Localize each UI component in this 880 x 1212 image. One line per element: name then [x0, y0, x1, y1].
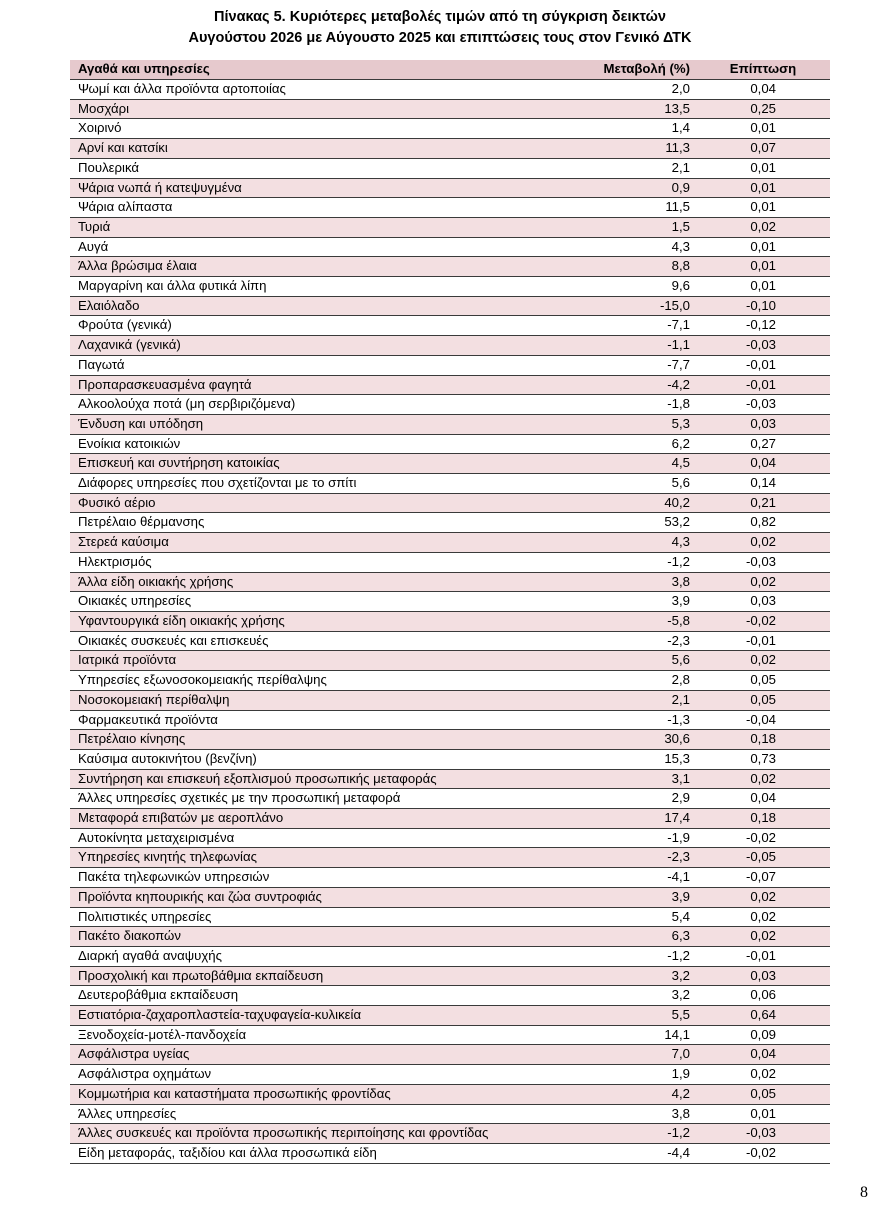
cell-change: 2,1	[572, 690, 696, 710]
cell-change: 4,3	[572, 237, 696, 257]
cell-impact: 0,02	[696, 1065, 830, 1085]
table-row	[70, 868, 830, 888]
table-row	[70, 1006, 830, 1026]
cell-item: Εστιατόρια-ζαχαροπλαστεία-ταχυφαγεία-κυλικεία	[70, 1006, 572, 1026]
cell-item: Καύσιμα αυτοκινήτου (βενζίνη)	[70, 749, 572, 769]
cell-change: 8,8	[572, 257, 696, 277]
cell-change: 4,5	[572, 454, 696, 474]
table-row	[70, 1084, 830, 1104]
cell-item: Πολιτιστικές υπηρεσίες	[70, 907, 572, 927]
cell-change: 1,9	[572, 1065, 696, 1085]
cell-change: 2,8	[572, 671, 696, 691]
table-row	[70, 809, 830, 829]
cell-impact: -0,12	[696, 316, 830, 336]
cell-impact: 0,01	[696, 257, 830, 277]
table-row	[70, 513, 830, 533]
table-row	[70, 1143, 830, 1163]
table-row	[70, 296, 830, 316]
table-row	[70, 414, 830, 434]
cell-impact: 0,03	[696, 414, 830, 434]
cell-item: Κομμωτήρια και καταστήματα προσωπικής φροντίδας	[70, 1084, 572, 1104]
cell-change: -1,2	[572, 552, 696, 572]
cell-impact: 0,05	[696, 671, 830, 691]
cell-item: Άλλες υπηρεσίες σχετικές με την προσωπική μεταφορά	[70, 789, 572, 809]
cell-item: Ψωμί και άλλα προϊόντα αρτοποιίας	[70, 80, 572, 100]
table-row	[70, 946, 830, 966]
table-row	[70, 533, 830, 553]
header-item: Αγαθά και υπηρεσίες	[70, 60, 572, 80]
table-row	[70, 552, 830, 572]
cell-item: Πετρέλαιο κίνησης	[70, 730, 572, 750]
table-row	[70, 1025, 830, 1045]
cell-impact: 0,21	[696, 493, 830, 513]
cell-change: 30,6	[572, 730, 696, 750]
cell-change: 5,4	[572, 907, 696, 927]
cell-change: -4,2	[572, 375, 696, 395]
table-row	[70, 1065, 830, 1085]
table-row	[70, 99, 830, 119]
cell-item: Άλλες συσκευές και προϊόντα προσωπικής περιποίησης και φροντίδας	[70, 1124, 572, 1144]
table-row	[70, 730, 830, 750]
cell-impact: 0,02	[696, 217, 830, 237]
cell-impact: 0,18	[696, 809, 830, 829]
cell-impact: 0,03	[696, 592, 830, 612]
cell-impact: 0,05	[696, 1084, 830, 1104]
cell-change: 5,6	[572, 474, 696, 494]
cell-change: 6,2	[572, 434, 696, 454]
cell-impact: -0,01	[696, 375, 830, 395]
cell-impact: -0,02	[696, 828, 830, 848]
cell-item: Φρούτα (γενικά)	[70, 316, 572, 336]
cell-change: -5,8	[572, 611, 696, 631]
cell-item: Ψάρια νωπά ή κατεψυγμένα	[70, 178, 572, 198]
cell-impact: 0,01	[696, 178, 830, 198]
cell-impact: 0,73	[696, 749, 830, 769]
cell-impact: -0,03	[696, 552, 830, 572]
page-number: 8	[860, 1184, 868, 1201]
table-row	[70, 119, 830, 139]
cell-impact: -0,07	[696, 868, 830, 888]
table-row	[70, 611, 830, 631]
table-row	[70, 631, 830, 651]
cell-impact: 0,09	[696, 1025, 830, 1045]
cell-impact: 0,02	[696, 651, 830, 671]
cell-change: 1,5	[572, 217, 696, 237]
table-row	[70, 690, 830, 710]
cell-item: Διάφορες υπηρεσίες που σχετίζονται με το σπίτι	[70, 474, 572, 494]
table-row	[70, 1045, 830, 1065]
table-row	[70, 257, 830, 277]
table-row	[70, 80, 830, 100]
cell-item: Ενοίκια κατοικιών	[70, 434, 572, 454]
cell-change: 5,5	[572, 1006, 696, 1026]
cell-impact: 0,01	[696, 1104, 830, 1124]
cell-change: 11,3	[572, 139, 696, 159]
cell-change: 4,3	[572, 533, 696, 553]
cell-change: -15,0	[572, 296, 696, 316]
cell-impact: 0,04	[696, 454, 830, 474]
cell-item: Υπηρεσίες κινητής τηλεφωνίας	[70, 848, 572, 868]
title-line-1: Πίνακας 5. Κυριότερες μεταβολές τιμών από τη σύγκριση δεικτών	[214, 9, 666, 25]
cell-item: Ψάρια αλίπαστα	[70, 198, 572, 218]
cell-impact: 0,02	[696, 769, 830, 789]
table-row	[70, 198, 830, 218]
table-row	[70, 572, 830, 592]
cell-change: -1,2	[572, 946, 696, 966]
cell-item: Ελαιόλαδο	[70, 296, 572, 316]
cell-impact: 0,01	[696, 158, 830, 178]
table-row	[70, 828, 830, 848]
cell-item: Πακέτο διακοπών	[70, 927, 572, 947]
cell-impact: -0,01	[696, 631, 830, 651]
cell-impact: -0,10	[696, 296, 830, 316]
cell-item: Αυτοκίνητα μεταχειρισμένα	[70, 828, 572, 848]
cell-item: Μοσχάρι	[70, 99, 572, 119]
cell-change: 5,3	[572, 414, 696, 434]
cell-item: Μεταφορά επιβατών με αεροπλάνο	[70, 809, 572, 829]
cell-change: 15,3	[572, 749, 696, 769]
cell-item: Ξενοδοχεία-μοτέλ-πανδοχεία	[70, 1025, 572, 1045]
cell-change: 3,2	[572, 966, 696, 986]
table-row	[70, 139, 830, 159]
cell-impact: 0,18	[696, 730, 830, 750]
cell-change: 2,9	[572, 789, 696, 809]
cell-impact: -0,03	[696, 336, 830, 356]
table-row	[70, 749, 830, 769]
cell-change: -1,8	[572, 395, 696, 415]
cell-item: Νοσοκομειακή περίθαλψη	[70, 690, 572, 710]
title-line-2: Αυγούστου 2026 με Αύγουστο 2025 και επιπτώσεις τους στον Γενικό ΔΤΚ	[188, 30, 692, 46]
cell-item: Παγωτά	[70, 355, 572, 375]
cell-impact: -0,01	[696, 355, 830, 375]
cell-impact: 0,02	[696, 887, 830, 907]
cell-item: Υφαντουργικά είδη οικιακής χρήσης	[70, 611, 572, 631]
table-row	[70, 769, 830, 789]
price-changes-table	[70, 60, 830, 1164]
cell-impact: -0,01	[696, 946, 830, 966]
cell-change: 40,2	[572, 493, 696, 513]
cell-impact: 0,01	[696, 237, 830, 257]
table-row	[70, 671, 830, 691]
cell-change: 9,6	[572, 277, 696, 297]
cell-item: Ηλεκτρισμός	[70, 552, 572, 572]
cell-change: -2,3	[572, 631, 696, 651]
cell-impact: 0,01	[696, 277, 830, 297]
cell-impact: -0,04	[696, 710, 830, 730]
cell-change: -1,9	[572, 828, 696, 848]
cell-impact: 0,06	[696, 986, 830, 1006]
table-row	[70, 237, 830, 257]
cell-change: -7,7	[572, 355, 696, 375]
cell-change: 6,3	[572, 927, 696, 947]
cell-impact: 0,04	[696, 1045, 830, 1065]
cell-item: Ιατρικά προϊόντα	[70, 651, 572, 671]
cell-item: Φαρμακευτικά προϊόντα	[70, 710, 572, 730]
cell-item: Ένδυση και υπόδηση	[70, 414, 572, 434]
table-row	[70, 336, 830, 356]
cell-change: 11,5	[572, 198, 696, 218]
cell-item: Πουλερικά	[70, 158, 572, 178]
cell-impact: 0,01	[696, 198, 830, 218]
cell-item: Ασφάλιστρα οχημάτων	[70, 1065, 572, 1085]
table-row	[70, 789, 830, 809]
cell-impact: -0,03	[696, 395, 830, 415]
table-row	[70, 986, 830, 1006]
cell-item: Αρνί και κατσίκι	[70, 139, 572, 159]
cell-impact: 0,27	[696, 434, 830, 454]
cell-item: Λαχανικά (γενικά)	[70, 336, 572, 356]
cell-item: Οικιακές υπηρεσίες	[70, 592, 572, 612]
cell-impact: 0,02	[696, 572, 830, 592]
cell-change: 2,1	[572, 158, 696, 178]
cell-item: Άλλες υπηρεσίες	[70, 1104, 572, 1124]
cell-change: 3,2	[572, 986, 696, 1006]
cell-change: 14,1	[572, 1025, 696, 1045]
cell-change: 3,9	[572, 887, 696, 907]
cell-item: Τυριά	[70, 217, 572, 237]
cell-item: Πακέτα τηλεφωνικών υπηρεσιών	[70, 868, 572, 888]
cell-item: Διαρκή αγαθά αναψυχής	[70, 946, 572, 966]
cell-item: Φυσικό αέριο	[70, 493, 572, 513]
cell-change: 0,9	[572, 178, 696, 198]
cell-item: Προσχολική και πρωτοβάθμια εκπαίδευση	[70, 966, 572, 986]
table-row	[70, 217, 830, 237]
cell-impact: -0,02	[696, 611, 830, 631]
table-row	[70, 493, 830, 513]
cell-item: Ασφάλιστρα υγείας	[70, 1045, 572, 1065]
table-row	[70, 316, 830, 336]
cell-item: Μαργαρίνη και άλλα φυτικά λίπη	[70, 277, 572, 297]
cell-impact: 0,25	[696, 99, 830, 119]
table-row	[70, 887, 830, 907]
table-row	[70, 907, 830, 927]
cell-change: -1,2	[572, 1124, 696, 1144]
table-row	[70, 277, 830, 297]
cell-change: 53,2	[572, 513, 696, 533]
table-title	[0, 7, 880, 49]
cell-impact: 0,01	[696, 119, 830, 139]
table-row	[70, 355, 830, 375]
cell-impact: 0,14	[696, 474, 830, 494]
cell-change: 7,0	[572, 1045, 696, 1065]
table-row	[70, 1124, 830, 1144]
table-row	[70, 651, 830, 671]
cell-impact: -0,02	[696, 1143, 830, 1163]
cell-impact: 0,04	[696, 80, 830, 100]
cell-change: -1,3	[572, 710, 696, 730]
cell-change: -7,1	[572, 316, 696, 336]
cell-item: Είδη μεταφοράς, ταξιδίου και άλλα προσωπικά είδη	[70, 1143, 572, 1163]
cell-item: Χοιρινό	[70, 119, 572, 139]
cell-item: Συντήρηση και επισκευή εξοπλισμού προσωπικής μεταφοράς	[70, 769, 572, 789]
table-row	[70, 710, 830, 730]
table-row	[70, 474, 830, 494]
cell-change: 1,4	[572, 119, 696, 139]
table-row	[70, 454, 830, 474]
cell-change: 13,5	[572, 99, 696, 119]
table-body	[70, 80, 830, 1164]
cell-item: Άλλα είδη οικιακής χρήσης	[70, 572, 572, 592]
cell-item: Άλλα βρώσιμα έλαια	[70, 257, 572, 277]
table-row	[70, 1104, 830, 1124]
table-row	[70, 927, 830, 947]
cell-impact: 0,82	[696, 513, 830, 533]
cell-item: Προπαρασκευασμένα φαγητά	[70, 375, 572, 395]
cell-change: 3,8	[572, 1104, 696, 1124]
cell-item: Επισκευή και συντήρηση κατοικίας	[70, 454, 572, 474]
table-row	[70, 158, 830, 178]
cell-change: -4,4	[572, 1143, 696, 1163]
table-row	[70, 178, 830, 198]
cell-change: 4,2	[572, 1084, 696, 1104]
header-impact: Επίπτωση	[696, 60, 830, 80]
cell-change: 2,0	[572, 80, 696, 100]
cell-change: 5,6	[572, 651, 696, 671]
cell-impact: 0,03	[696, 966, 830, 986]
cell-item: Δευτεροβάθμια εκπαίδευση	[70, 986, 572, 1006]
cell-impact: 0,02	[696, 907, 830, 927]
table-row	[70, 434, 830, 454]
cell-item: Αλκοολούχα ποτά (μη σερβιριζόμενα)	[70, 395, 572, 415]
cell-impact: -0,03	[696, 1124, 830, 1144]
cell-impact: -0,05	[696, 848, 830, 868]
cell-item: Προϊόντα κηπουρικής και ζώα συντροφιάς	[70, 887, 572, 907]
cell-change: 3,8	[572, 572, 696, 592]
cell-impact: 0,02	[696, 533, 830, 553]
cell-impact: 0,07	[696, 139, 830, 159]
cell-item: Υπηρεσίες εξωνοσοκομειακής περίθαλψης	[70, 671, 572, 691]
cell-change: 3,9	[572, 592, 696, 612]
cell-change: -1,1	[572, 336, 696, 356]
table-row	[70, 592, 830, 612]
table-row	[70, 395, 830, 415]
header-change: Μεταβολή (%)	[572, 60, 696, 80]
table-row	[70, 966, 830, 986]
cell-change: 17,4	[572, 809, 696, 829]
cell-impact: 0,02	[696, 927, 830, 947]
cell-item: Στερεά καύσιμα	[70, 533, 572, 553]
cell-change: 3,1	[572, 769, 696, 789]
table-row	[70, 375, 830, 395]
cell-item: Πετρέλαιο θέρμανσης	[70, 513, 572, 533]
cell-change: -4,1	[572, 868, 696, 888]
cell-impact: 0,04	[696, 789, 830, 809]
cell-impact: 0,05	[696, 690, 830, 710]
cell-item: Οικιακές συσκευές και επισκευές	[70, 631, 572, 651]
table-row	[70, 848, 830, 868]
cell-change: -2,3	[572, 848, 696, 868]
cell-impact: 0,64	[696, 1006, 830, 1026]
table-header-row	[70, 60, 830, 80]
cell-item: Αυγά	[70, 237, 572, 257]
